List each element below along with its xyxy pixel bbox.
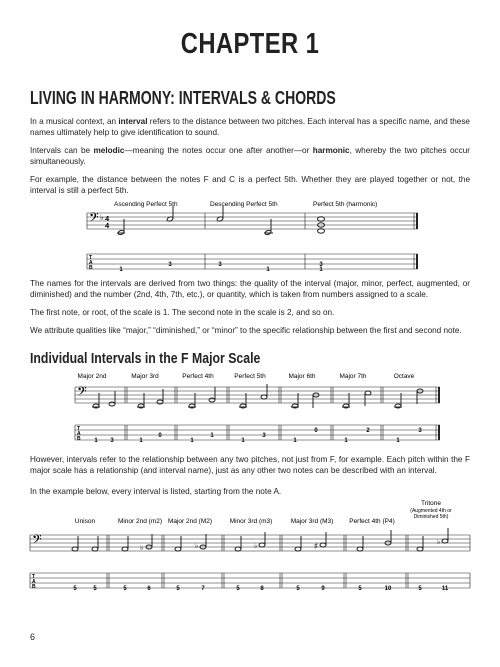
flat-icon: ♭ bbox=[254, 543, 258, 550]
svg-text:1: 1 bbox=[319, 267, 323, 273]
svg-text:A: A bbox=[77, 431, 81, 437]
svg-text:3: 3 bbox=[110, 438, 114, 444]
svg-text:3: 3 bbox=[319, 262, 323, 268]
ex2-tab-staff bbox=[75, 425, 440, 440]
svg-text:1: 1 bbox=[210, 433, 214, 439]
svg-text:A: A bbox=[32, 579, 36, 585]
svg-text:3: 3 bbox=[262, 433, 266, 439]
svg-text:B: B bbox=[77, 436, 81, 442]
svg-text:3: 3 bbox=[168, 262, 172, 268]
ex1-label-ascending: Ascending Perfect 5th bbox=[114, 201, 178, 208]
ex1-flat-icon: ♭ bbox=[100, 213, 104, 222]
ex2-notes bbox=[92, 384, 423, 408]
svg-text:Minor 2nd (m2): Minor 2nd (m2) bbox=[117, 518, 163, 525]
paragraph-interval-names: The names for the intervals are derived from two things: the quality of the interval (major, minor, perfect, augmented, or diminished) and the number (2nd, 4th, 7th, etc.), or quantity, which is taken from numbers assigned to a scale. bbox=[30, 279, 470, 299]
paragraph-melodic-harmonic: Intervals can be melodic—meaning the notes occur one after another—or harmonic, whereby the two pitches occur simultaneously. bbox=[30, 146, 470, 166]
ex2-labels bbox=[78, 373, 415, 380]
svg-text:T: T bbox=[32, 574, 36, 580]
ex1-time-bottom: 4 bbox=[105, 221, 110, 230]
svg-text:Perfect 5th: Perfect 5th bbox=[234, 373, 266, 380]
svg-text:5: 5 bbox=[358, 586, 362, 592]
flat-icon: ♭ bbox=[140, 545, 144, 552]
svg-text:Minor 3rd (m3): Minor 3rd (m3) bbox=[229, 518, 273, 525]
svg-text:1: 1 bbox=[266, 267, 270, 273]
svg-text:5: 5 bbox=[73, 586, 77, 592]
svg-text:10: 10 bbox=[384, 586, 392, 592]
svg-text:A: A bbox=[89, 260, 93, 266]
svg-text:Major 2nd (M2): Major 2nd (M2) bbox=[167, 518, 213, 525]
page-number: 6 bbox=[30, 632, 36, 642]
svg-text:Diminished 5th): Diminished 5th) bbox=[413, 514, 449, 520]
svg-text:11: 11 bbox=[441, 586, 449, 592]
svg-text:Octave: Octave bbox=[393, 373, 415, 380]
ex3-notes bbox=[72, 528, 448, 551]
svg-text:1: 1 bbox=[241, 438, 245, 444]
ex2-bass-clef-icon: 𝄢 bbox=[77, 385, 87, 402]
svg-text:Tritone: Tritone bbox=[421, 500, 441, 507]
ex3-tab-numbers bbox=[73, 586, 449, 592]
subsection-title: Individual Intervals in the F Major Scale bbox=[30, 350, 261, 367]
flat-icon: ♭ bbox=[437, 539, 441, 546]
svg-text:7: 7 bbox=[201, 586, 205, 592]
svg-text:Unison: Unison bbox=[74, 518, 96, 525]
example-intervals-from-a bbox=[30, 500, 470, 592]
chapter-title: CHAPTER 1 bbox=[180, 28, 320, 60]
svg-text:0: 0 bbox=[158, 433, 162, 439]
svg-text:1: 1 bbox=[119, 267, 123, 273]
svg-text:1: 1 bbox=[190, 438, 194, 444]
sharp-icon: ♯ bbox=[314, 543, 318, 550]
ex1-bass-clef-icon: 𝄢 bbox=[89, 211, 99, 228]
ex3-accidentals bbox=[140, 538, 440, 552]
svg-text:1: 1 bbox=[344, 438, 348, 444]
ex1-tab-staff bbox=[87, 254, 418, 269]
svg-text:Major 3rd: Major 3rd bbox=[131, 373, 159, 380]
ex2-tab-letters bbox=[77, 426, 81, 442]
svg-text:5: 5 bbox=[418, 586, 422, 592]
svg-text:Perfect 4th: Perfect 4th bbox=[182, 373, 214, 380]
svg-text:T: T bbox=[77, 426, 81, 432]
svg-text:6: 6 bbox=[147, 586, 151, 592]
paragraph-any-two-pitches: However, intervals refer to the relationship between any two pitches, not just from F, for example. Each pitch within the F major scale has a relationship (and interval name), just as any other two notes can be described with an interval. bbox=[30, 455, 470, 475]
ex1-label-descending: Descending Perfect 5th bbox=[210, 201, 278, 208]
svg-text:Perfect 4th (P4): Perfect 4th (P4) bbox=[349, 518, 395, 525]
example-perfect-fifth bbox=[87, 201, 418, 273]
svg-text:Major 2nd: Major 2nd bbox=[77, 373, 107, 380]
svg-text:5: 5 bbox=[296, 586, 300, 592]
paragraph-interval-definition: In a musical context, an interval refers to the distance between two pitches. Each interval has a specific name, and these names ultimately help to give identification to sound. bbox=[30, 117, 470, 137]
svg-text:Major 6th: Major 6th bbox=[288, 373, 316, 380]
svg-text:3: 3 bbox=[218, 262, 222, 268]
ex1-tab-letters bbox=[89, 255, 93, 271]
ex1-staff bbox=[87, 213, 418, 229]
svg-text:B: B bbox=[32, 584, 36, 590]
paragraph-qualities: We attribute qualities like “major,” “diminished,” or “minor” to the specific relationship between the first and second note. bbox=[30, 326, 462, 335]
ex1-tab-numbers bbox=[119, 262, 323, 273]
ex2-tab-numbers bbox=[94, 428, 422, 444]
svg-text:5: 5 bbox=[93, 586, 97, 592]
svg-text:5: 5 bbox=[176, 586, 180, 592]
svg-text:1: 1 bbox=[94, 438, 98, 444]
paragraph-scale-degrees: The first note, or root, of the scale is 1. The second note in the scale is 2, and so on. bbox=[30, 308, 335, 317]
svg-text:Major 3rd (M3): Major 3rd (M3) bbox=[290, 518, 334, 525]
example-f-major-intervals bbox=[75, 373, 440, 444]
flat-icon: ♭ bbox=[195, 543, 199, 550]
svg-text:9: 9 bbox=[321, 586, 325, 592]
ex2-staff bbox=[75, 387, 440, 403]
svg-text:B: B bbox=[89, 265, 93, 271]
paragraph-perfect-fifth: For example, the distance between the notes F and C is a perfect 5th. Whether they are played together or not, the interval is still a perfect 5th. bbox=[30, 175, 470, 195]
ex3-staff bbox=[30, 535, 470, 551]
svg-text:5: 5 bbox=[123, 586, 127, 592]
svg-text:2: 2 bbox=[366, 428, 370, 434]
svg-text:Major 7th: Major 7th bbox=[339, 373, 367, 380]
svg-text:(Augmented 4th or: (Augmented 4th or bbox=[410, 508, 452, 514]
ex1-time-top: 4 bbox=[105, 214, 110, 223]
svg-text:8: 8 bbox=[260, 586, 264, 592]
ex3-labels bbox=[75, 500, 452, 525]
svg-text:3: 3 bbox=[418, 428, 422, 434]
svg-text:1: 1 bbox=[396, 438, 400, 444]
ex1-label-harmonic: Perfect 5th (harmonic) bbox=[313, 201, 378, 208]
paragraph-example-from-a: In the example below, every interval is listed, starting from the note A. bbox=[30, 487, 282, 496]
ex3-tab-letters bbox=[32, 574, 36, 590]
section-title: LIVING IN HARMONY: INTERVALS & CHORDS bbox=[30, 88, 336, 108]
svg-text:1: 1 bbox=[139, 438, 143, 444]
svg-text:5: 5 bbox=[236, 586, 240, 592]
svg-text:T: T bbox=[89, 255, 93, 261]
svg-text:0: 0 bbox=[314, 428, 318, 434]
ex3-bass-clef-icon: 𝄢 bbox=[32, 533, 42, 550]
svg-text:1: 1 bbox=[293, 438, 297, 444]
